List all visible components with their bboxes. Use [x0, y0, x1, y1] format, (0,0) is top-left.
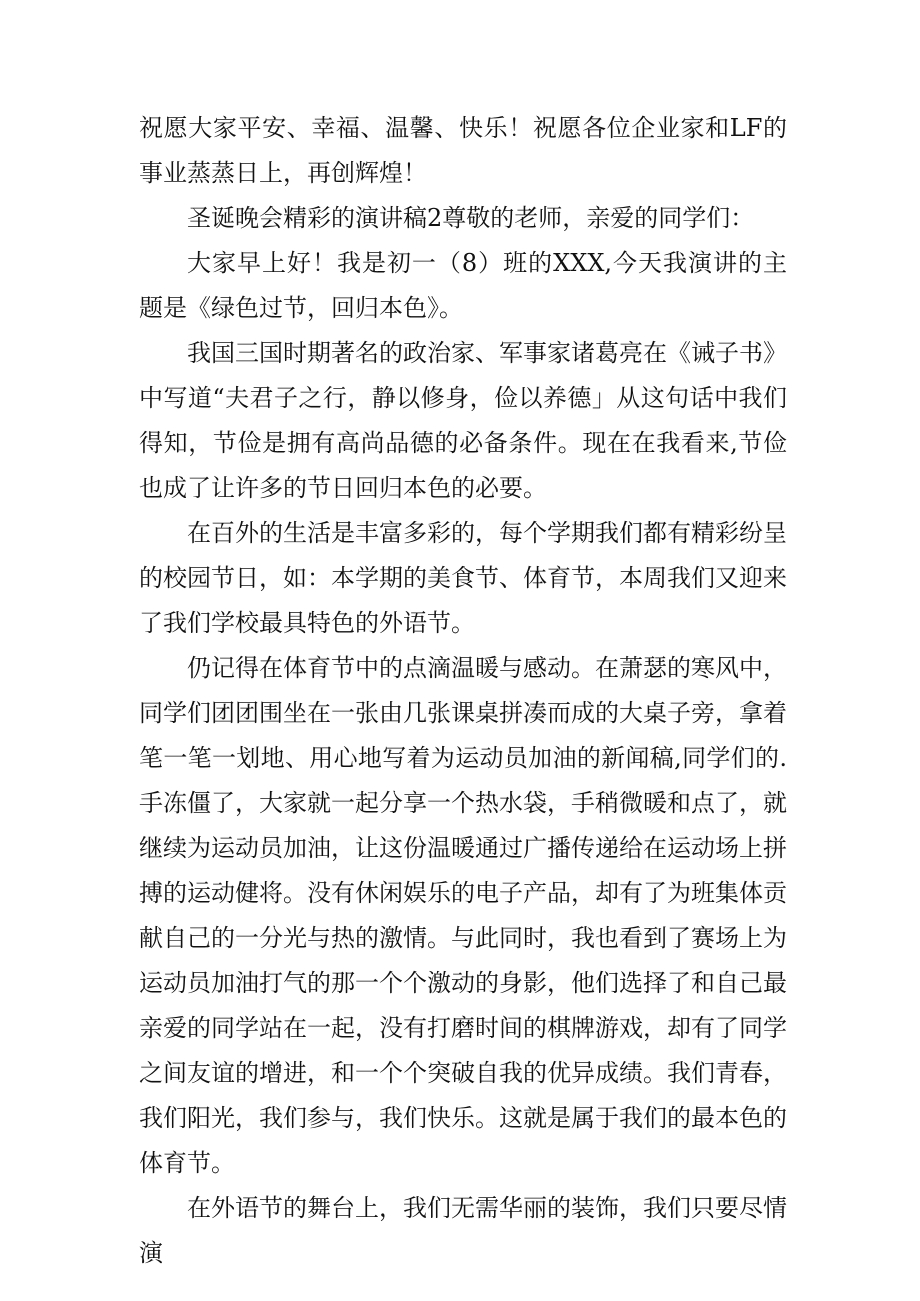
paragraph-language-festival: 在外语节的舞台上，我们无需华丽的装饰，我们只要尽情演 — [139, 1194, 787, 1267]
paragraph-sports-festival: 仍记得在体育节中的点滴温暖与感动。在萧瑟的寒风中，同学们团团围坐在一张由几张课桌拼凑而成的大桌子旁，拿着笔一笔一划地、用心地写着为运动员加油的新闻稿,同学们的.手冻僵了，大家就一起分享一个热水袋，手稍微暖和点了，就继续为运动员加油，让这份温暖通过广播传递给在运动场上拼搏的运动健将。没有休闲娱乐的电子产品，却有了为班集体贡献自己的一分光与热的激情。与此同时，我也看到了赛场上为运动员加油打气的那一个个激动的身影，他们选择了和自己最亲爱的同学站在一起，没有打磨时间的棋牌游戏，却有了同学之间友谊的增进，和一个个突破自我的优异成绩。我们青春，我们阳光，我们参与，我们快乐。这就是属于我们的最本色的体育节。 — [139, 654, 787, 1177]
paragraph-continuation: 祝愿大家平安、幸福、温馨、快乐！祝愿各位企业家和LF的事业蒸蒸日上，再创辉煌！ — [139, 114, 787, 187]
document-body — [139, 106, 787, 1276]
paragraph-greeting: 大家早上好！我是初一（8）班的XXX,今天我演讲的主题是《绿色过节，回归本色》。 — [139, 249, 787, 322]
paragraph-zhuge-liang: 我国三国时期著名的政治家、军事家诸葛亮在《诫子书》中写道“夫君子之行，静以修身，俭以养德」从这句话中我们得知，节俭是拥有高尚品德的必备条件。现在在我看来,节俭也成了让许多的节日回归本色的必要。 — [139, 339, 787, 502]
paragraph-school-life: 在百外的生活是丰富多彩的，每个学期我们都有精彩纷呈的校园节日，如：本学期的美食节、体育节，本周我们又迎来了我们学校最具特色的外语节。 — [139, 519, 787, 637]
paragraph-speech-title: 圣诞晚会精彩的演讲稿2尊敬的老师，亲爱的同学们： — [187, 204, 755, 232]
